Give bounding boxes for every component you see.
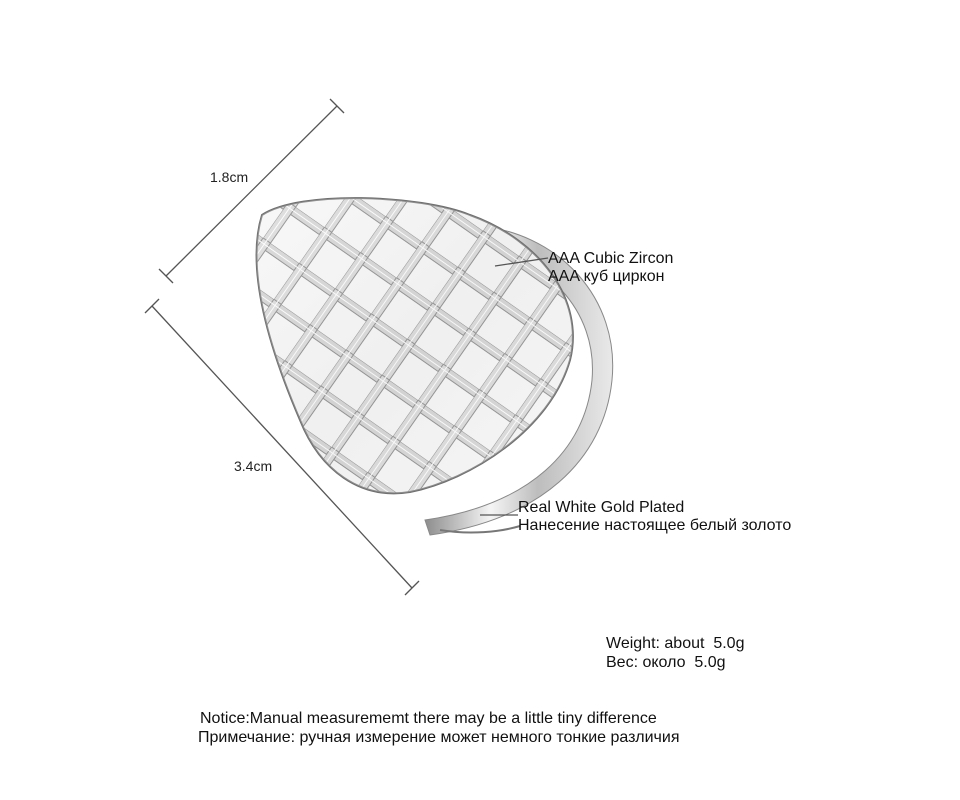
plating-callout bbox=[518, 499, 791, 535]
stone-callout-ru: AAA куб циркон bbox=[548, 268, 665, 285]
weight-ru: Вес: около 5.0g bbox=[606, 654, 726, 671]
height-dimension-label: 3.4cm bbox=[234, 458, 273, 474]
weight-info bbox=[606, 634, 744, 672]
notice-en: Notice:Manual measurememt there may be a little tiny difference bbox=[200, 710, 657, 727]
stone-callout-en: AAA Cubic Zircon bbox=[548, 250, 674, 267]
notice-ru: Примечание: ручная измерение может немного тонкие различия bbox=[198, 729, 680, 746]
width-dimension-label: 1.8cm bbox=[210, 169, 249, 185]
notice-block bbox=[198, 709, 680, 747]
weight-en: Weight: about 5.0g bbox=[606, 635, 745, 652]
plating-callout-ru: Нанесение настоящее белый золото bbox=[518, 517, 792, 534]
plating-callout-en: Real White Gold Plated bbox=[518, 499, 685, 516]
stone-callout bbox=[548, 250, 673, 286]
